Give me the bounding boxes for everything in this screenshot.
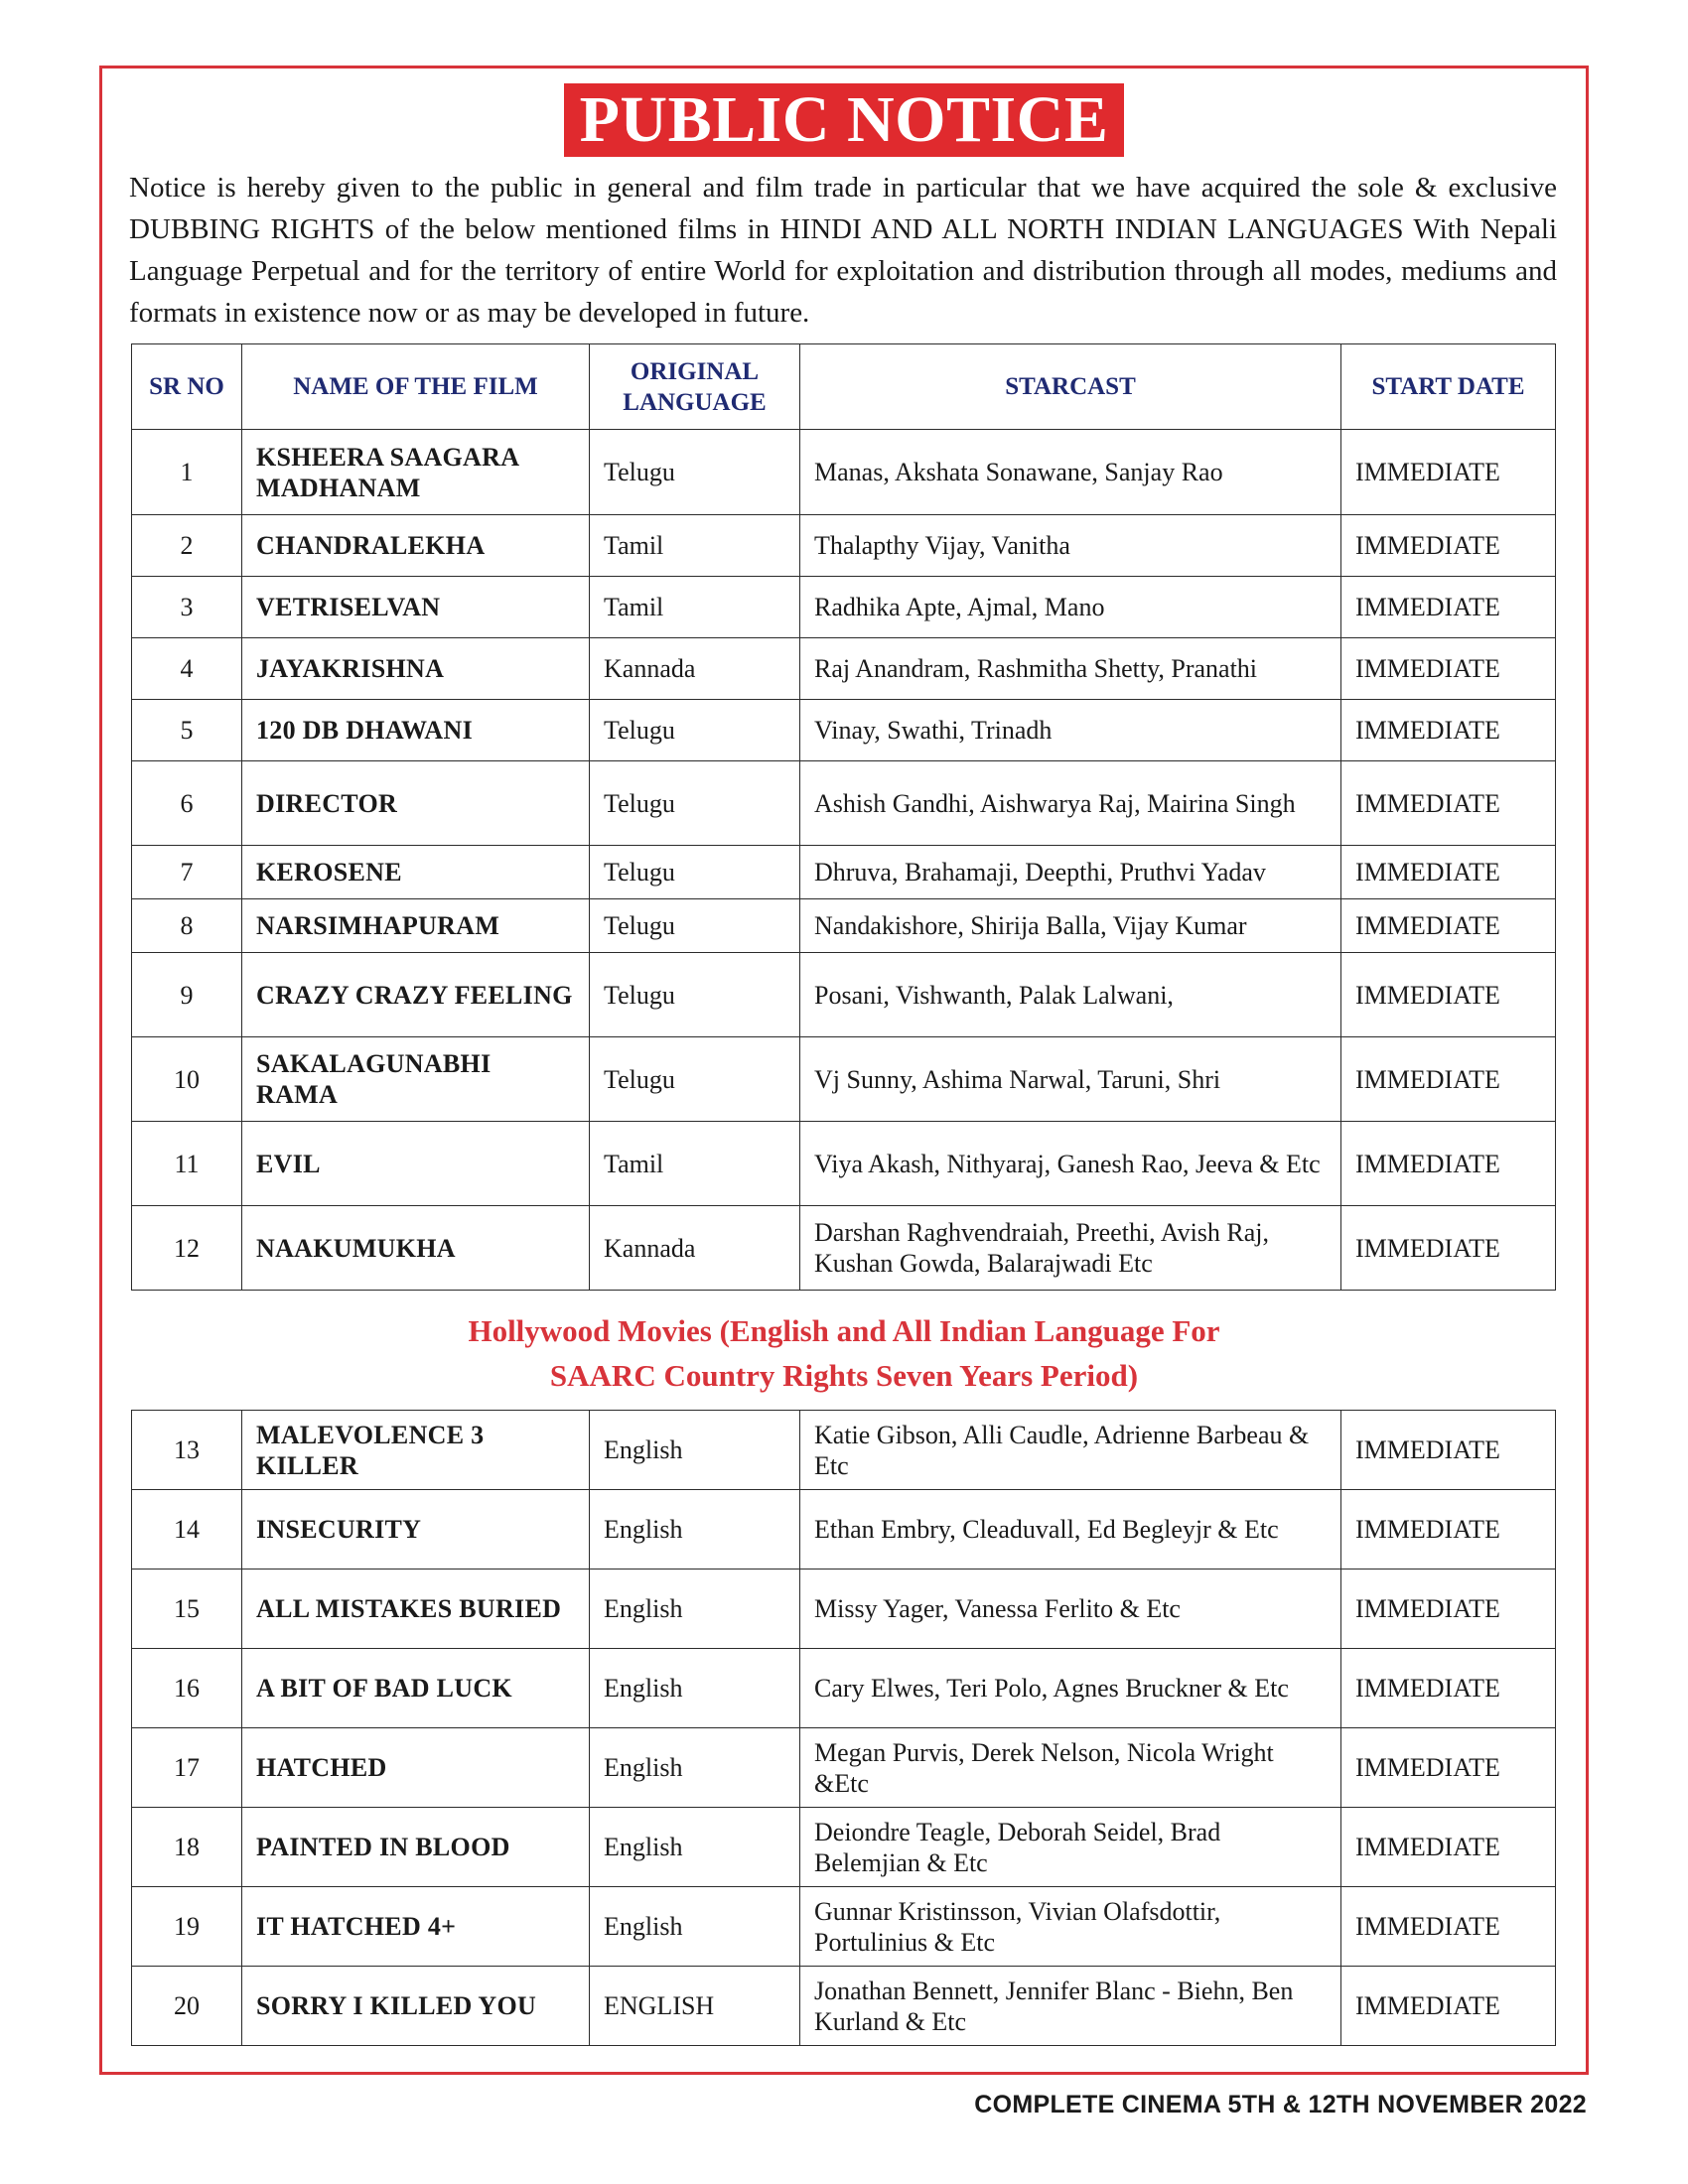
language-cell: English (590, 1490, 800, 1570)
header-original-language: ORIGINAL LANGUAGE (590, 344, 800, 430)
language-cell: Telugu (590, 761, 800, 846)
table-row (132, 953, 1556, 1037)
table-row (132, 1967, 1556, 2046)
starcast-cell: Thalapthy Vijay, Vanitha (800, 515, 1341, 577)
table-row (132, 1206, 1556, 1291)
notice-title: PUBLIC NOTICE (564, 83, 1125, 157)
language-cell: English (590, 1887, 800, 1967)
film-name-cell: ALL MISTAKES BURIED (242, 1570, 590, 1649)
film-name-cell: NARSIMHAPURAM (242, 899, 590, 953)
start-date-cell: IMMEDIATE (1341, 1967, 1556, 2046)
starcast-cell: Katie Gibson, Alli Caudle, Adrienne Barbeau & Etc (800, 1411, 1341, 1490)
language-cell: ENGLISH (590, 1967, 800, 2046)
title-container (0, 83, 1688, 157)
sr-no-cell: 13 (132, 1411, 242, 1490)
sr-no-cell: 6 (132, 761, 242, 846)
start-date-cell: IMMEDIATE (1341, 899, 1556, 953)
sr-no-cell: 15 (132, 1570, 242, 1649)
starcast-cell: Ashish Gandhi, Aishwarya Raj, Mairina Singh (800, 761, 1341, 846)
film-name-cell: A BIT OF BAD LUCK (242, 1649, 590, 1728)
start-date-cell: IMMEDIATE (1341, 761, 1556, 846)
start-date-cell: IMMEDIATE (1341, 1570, 1556, 1649)
starcast-cell: Viya Akash, Nithyaraj, Ganesh Rao, Jeeva & Etc (800, 1122, 1341, 1206)
language-cell: English (590, 1728, 800, 1808)
language-cell: Telugu (590, 846, 800, 899)
starcast-cell: Radhika Apte, Ajmal, Mano (800, 577, 1341, 638)
hollywood-films-table (131, 1410, 1556, 2046)
start-date-cell: IMMEDIATE (1341, 700, 1556, 761)
language-cell: Telugu (590, 1037, 800, 1122)
start-date-cell: IMMEDIATE (1341, 1887, 1556, 1967)
start-date-cell: IMMEDIATE (1341, 1411, 1556, 1490)
starcast-cell: Gunnar Kristinsson, Vivian Olafsdottir, Portulinius & Etc (800, 1887, 1341, 1967)
language-cell: Telugu (590, 953, 800, 1037)
film-name-cell: JAYAKRISHNA (242, 638, 590, 700)
start-date-cell: IMMEDIATE (1341, 430, 1556, 515)
header-sr-no: SR NO (132, 344, 242, 430)
sr-no-cell: 16 (132, 1649, 242, 1728)
notice-intro: Notice is hereby given to the public in general and film trade in particular that we have acquired the sole & exclusive DUBBING RIGHTS of the below mentioned films in HINDI AND ALL NORTH INDIAN LANGUAGES With Nepali Language Perpetual and for the territory of entire World for exploitation and distribution through all modes, mediums and formats in existence now or as may be developed in future. (129, 172, 1557, 329)
header-film-name: NAME OF THE FILM (242, 344, 590, 430)
language-cell: Tamil (590, 577, 800, 638)
sr-no-cell: 14 (132, 1490, 242, 1570)
starcast-cell: Deiondre Teagle, Deborah Seidel, Brad Belemjian & Etc (800, 1808, 1341, 1887)
film-name-cell: HATCHED (242, 1728, 590, 1808)
table-row (132, 515, 1556, 577)
table-row (132, 577, 1556, 638)
start-date-cell: IMMEDIATE (1341, 1122, 1556, 1206)
indian-films-table (131, 343, 1556, 1291)
sr-no-cell: 5 (132, 700, 242, 761)
film-name-cell: MALEVOLENCE 3 KILLER (242, 1411, 590, 1490)
start-date-cell: IMMEDIATE (1341, 1206, 1556, 1291)
film-name-cell: EVIL (242, 1122, 590, 1206)
table-row (132, 1037, 1556, 1122)
sr-no-cell: 20 (132, 1967, 242, 2046)
table-row (132, 1411, 1556, 1490)
start-date-cell: IMMEDIATE (1341, 1037, 1556, 1122)
start-date-cell: IMMEDIATE (1341, 1649, 1556, 1728)
hollywood-films-body (132, 1411, 1556, 2046)
sr-no-cell: 17 (132, 1728, 242, 1808)
film-name-cell: SAKALAGUNABHI RAMA (242, 1037, 590, 1122)
start-date-cell: IMMEDIATE (1341, 1490, 1556, 1570)
table-header-row (132, 344, 1556, 430)
film-name-cell: IT HATCHED 4+ (242, 1887, 590, 1967)
indian-films-body (132, 430, 1556, 1291)
starcast-cell: Posani, Vishwanth, Palak Lalwani, (800, 953, 1341, 1037)
start-date-cell: IMMEDIATE (1341, 638, 1556, 700)
header-starcast: STARCAST (800, 344, 1341, 430)
sr-no-cell: 7 (132, 846, 242, 899)
sr-no-cell: 9 (132, 953, 242, 1037)
sr-no-cell: 11 (132, 1122, 242, 1206)
start-date-cell: IMMEDIATE (1341, 846, 1556, 899)
starcast-cell: Manas, Akshata Sonawane, Sanjay Rao (800, 430, 1341, 515)
start-date-cell: IMMEDIATE (1341, 953, 1556, 1037)
hollywood-heading (0, 1308, 1688, 1398)
language-cell: English (590, 1411, 800, 1490)
hollywood-heading-line1: Hollywood Movies (English and All Indian Language For (468, 1313, 1220, 1348)
table-row (132, 1728, 1556, 1808)
table-row (132, 1570, 1556, 1649)
film-name-cell: SORRY I KILLED YOU (242, 1967, 590, 2046)
starcast-cell: Vinay, Swathi, Trinadh (800, 700, 1341, 761)
language-cell: Telugu (590, 700, 800, 761)
header-start-date: START DATE (1341, 344, 1556, 430)
starcast-cell: Nandakishore, Shirija Balla, Vijay Kumar (800, 899, 1341, 953)
table-row (132, 1887, 1556, 1967)
sr-no-cell: 1 (132, 430, 242, 515)
language-cell: Tamil (590, 515, 800, 577)
table-row (132, 1808, 1556, 1887)
table-row (132, 761, 1556, 846)
starcast-cell: Megan Purvis, Derek Nelson, Nicola Wright &Etc (800, 1728, 1341, 1808)
language-cell: Telugu (590, 430, 800, 515)
film-name-cell: NAAKUMUKHA (242, 1206, 590, 1291)
sr-no-cell: 12 (132, 1206, 242, 1291)
language-cell: English (590, 1649, 800, 1728)
starcast-cell: Missy Yager, Vanessa Ferlito & Etc (800, 1570, 1341, 1649)
hollywood-heading-line2: SAARC Country Rights Seven Years Period) (549, 1358, 1139, 1393)
language-cell: Kannada (590, 638, 800, 700)
table-row (132, 430, 1556, 515)
table-row (132, 1122, 1556, 1206)
sr-no-cell: 19 (132, 1887, 242, 1967)
starcast-cell: Jonathan Bennett, Jennifer Blanc - Biehn, Ben Kurland & Etc (800, 1967, 1341, 2046)
table-row (132, 846, 1556, 899)
language-cell: Kannada (590, 1206, 800, 1291)
start-date-cell: IMMEDIATE (1341, 515, 1556, 577)
start-date-cell: IMMEDIATE (1341, 1808, 1556, 1887)
sr-no-cell: 18 (132, 1808, 242, 1887)
sr-no-cell: 2 (132, 515, 242, 577)
table-row (132, 638, 1556, 700)
sr-no-cell: 4 (132, 638, 242, 700)
start-date-cell: IMMEDIATE (1341, 1728, 1556, 1808)
sr-no-cell: 8 (132, 899, 242, 953)
language-cell: Tamil (590, 1122, 800, 1206)
film-name-cell: VETRISELVAN (242, 577, 590, 638)
table-row (132, 1649, 1556, 1728)
starcast-cell: Darshan Raghvendraiah, Preethi, Avish Raj, Kushan Gowda, Balarajwadi Etc (800, 1206, 1341, 1291)
starcast-cell: Dhruva, Brahamaji, Deepthi, Pruthvi Yadav (800, 846, 1341, 899)
film-name-cell: CRAZY CRAZY FEELING (242, 953, 590, 1037)
table-row (132, 700, 1556, 761)
starcast-cell: Raj Anandram, Rashmitha Shetty, Pranathi (800, 638, 1341, 700)
language-cell: English (590, 1808, 800, 1887)
film-name-cell: 120 DB DHAWANI (242, 700, 590, 761)
film-name-cell: KSHEERA SAAGARA MADHANAM (242, 430, 590, 515)
language-cell: Telugu (590, 899, 800, 953)
film-name-cell: KEROSENE (242, 846, 590, 899)
table-row (132, 899, 1556, 953)
language-cell: English (590, 1570, 800, 1649)
film-name-cell: PAINTED IN BLOOD (242, 1808, 590, 1887)
sr-no-cell: 10 (132, 1037, 242, 1122)
sr-no-cell: 3 (132, 577, 242, 638)
film-name-cell: INSECURITY (242, 1490, 590, 1570)
table-row (132, 1490, 1556, 1570)
starcast-cell: Cary Elwes, Teri Polo, Agnes Bruckner & Etc (800, 1649, 1341, 1728)
start-date-cell: IMMEDIATE (1341, 577, 1556, 638)
film-name-cell: CHANDRALEKHA (242, 515, 590, 577)
starcast-cell: Ethan Embry, Cleaduvall, Ed Begleyjr & Etc (800, 1490, 1341, 1570)
starcast-cell: Vj Sunny, Ashima Narwal, Taruni, Shri (800, 1037, 1341, 1122)
publication-footer: COMPLETE CINEMA 5TH & 12TH NOVEMBER 2022 (974, 2091, 1587, 2118)
film-name-cell: DIRECTOR (242, 761, 590, 846)
